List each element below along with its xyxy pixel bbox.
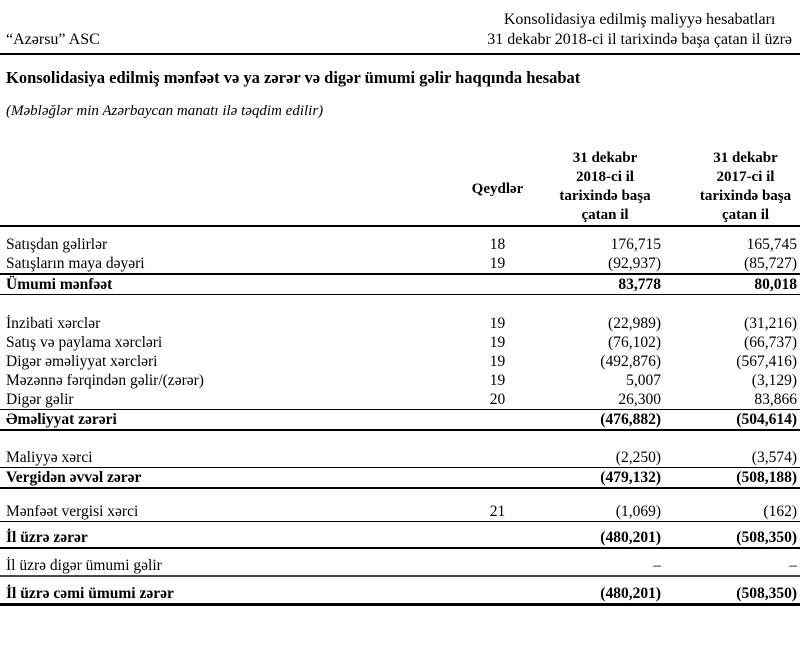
row-label: Əməliyyat zərəri: [6, 411, 117, 428]
row-value-2018: (1,069): [615, 503, 661, 520]
row-note: 20: [489, 391, 506, 408]
row-note: [450, 528, 545, 547]
period-2017-line2: 2017-ci il: [716, 169, 775, 185]
row-value-2018: (476,882): [600, 411, 661, 428]
table-row-total-comprehensive-loss: [0, 577, 800, 606]
report-reference-line1: Konsolidasiya edilmiş maliyyə hesabatları: [503, 11, 776, 28]
row-value-2018: (76,102): [608, 334, 661, 351]
table-row-admin-expenses: [0, 314, 800, 333]
period-2018-line3: tarixində başa: [559, 188, 651, 204]
row-note: [450, 275, 545, 294]
row-value-2017: (3,574): [751, 449, 797, 466]
page-header: [0, 0, 800, 50]
row-value-2017: 165,745: [746, 236, 797, 253]
row-note: [450, 448, 545, 467]
row-label: Vergidən əvvəl zərər: [6, 469, 142, 486]
period-2018-line4: çatan il: [581, 207, 629, 223]
row-label: Satışdan gəlirlər: [6, 236, 108, 253]
table-row-other-comprehensive-income: [0, 549, 800, 577]
row-label: Mənfəət vergisi xərci: [6, 503, 139, 520]
row-value-2017: (508,188): [736, 469, 797, 486]
table-row-gross-profit: [0, 275, 800, 295]
label-column-header: [0, 147, 450, 225]
table-row-loss-before-tax: [0, 468, 800, 489]
row-value-2017: (508,350): [736, 585, 797, 602]
row-value-2018: (92,937): [608, 255, 661, 272]
table-row-revenue: [0, 227, 800, 254]
table-row-other-income: [0, 390, 800, 410]
row-value-2018: (2,250): [615, 449, 661, 466]
row-value-2017: (567,416): [736, 353, 797, 370]
row-value-2017: 83,866: [754, 391, 797, 408]
row-note: 19: [489, 255, 506, 272]
period-2018-line2: 2018-ci il: [576, 169, 634, 185]
row-label: Digər gəlir: [6, 391, 74, 408]
row-note: 19: [489, 372, 506, 389]
row-label: Ümumi mənfəət: [6, 276, 113, 293]
row-value-2018: (22,989): [608, 315, 661, 332]
row-value-2018: 26,300: [618, 391, 661, 408]
company-name: “Azərsu” ASC: [6, 31, 100, 48]
period-2017-line1: 31 dekabr: [713, 150, 778, 166]
table-row-distribution-expenses: [0, 333, 800, 352]
table-row-other-operating-expenses: [0, 352, 800, 371]
row-label: Məzənnə fərqindən gəlir/(zərər): [6, 372, 204, 389]
table-row-exchange-gain-loss: [0, 371, 800, 390]
row-note: [450, 410, 545, 429]
currency-note: (Məbləğlər min Azərbaycan manatı ilə təqdim edilir): [6, 103, 324, 119]
row-value-2017: (85,727): [744, 255, 797, 272]
row-note: [450, 584, 545, 603]
period-2017-line4: çatan il: [721, 207, 770, 223]
period-2017-line3: tarixində başa: [699, 188, 792, 204]
period-2018-line1: 31 dekabr: [572, 150, 638, 166]
row-label: Satışların maya dəyəri: [6, 255, 145, 272]
row-label: İl üzrə cəmi ümumi zərər: [6, 585, 174, 602]
row-value-2018: 83,778: [618, 276, 661, 293]
table-row-loss-for-year: [0, 528, 800, 549]
row-value-2018: –: [653, 557, 661, 574]
table-row-income-tax-expense: [0, 502, 800, 522]
row-note: 19: [489, 353, 506, 370]
row-label: Maliyyə xərci: [6, 449, 93, 466]
header-rule: [0, 53, 800, 55]
row-value-2017: –: [789, 557, 797, 574]
row-value-2018: (480,201): [600, 529, 661, 546]
row-value-2018: (480,201): [600, 585, 661, 602]
statement-title: Konsolidasiya edilmiş mənfəət və ya zərər və digər ümumi gəlir haqqında hesabat: [6, 68, 581, 87]
period-2018-column-header: [545, 147, 665, 225]
row-value-2017: (3,129): [751, 372, 797, 389]
report-reference-line2: 31 dekabr 2018-ci il tarixində başa çatan il üzrə: [487, 31, 792, 48]
row-value-2018: 5,007: [626, 372, 661, 389]
row-value-2018: 176,715: [610, 236, 661, 253]
period-2017-column-header: [665, 147, 800, 225]
row-note: 19: [489, 315, 506, 332]
row-label: İl üzrə digər ümumi gəlir: [6, 557, 162, 574]
row-value-2017: (66,737): [744, 334, 797, 351]
row-spacer: [0, 295, 800, 314]
row-spacer: [0, 431, 800, 448]
row-note: [450, 468, 545, 487]
table-row-operating-loss: [0, 410, 800, 431]
row-label: Digər əməliyyat xərcləri: [6, 353, 158, 370]
table-row-finance-cost: [0, 448, 800, 468]
row-label: İl üzrə zərər: [6, 529, 88, 546]
row-value-2018: (492,876): [600, 353, 661, 370]
table-header-row: [0, 147, 800, 227]
row-note: 21: [489, 503, 506, 520]
income-statement-table: [0, 147, 800, 606]
row-note: 19: [489, 334, 506, 351]
row-value-2017: (162): [763, 503, 797, 520]
row-value-2017: (508,350): [736, 529, 797, 546]
row-spacer: [0, 489, 800, 502]
report-reference: [487, 10, 792, 50]
row-note: 18: [489, 236, 506, 253]
row-value-2017: (504,614): [736, 411, 797, 428]
row-note: [450, 556, 545, 575]
row-label: İnzibati xərclər: [6, 315, 101, 332]
row-label: Satış və paylama xərcləri: [6, 334, 163, 351]
row-value-2017: (31,216): [744, 315, 797, 332]
table-row-cost-of-sales: [0, 254, 800, 275]
notes-column-header: Qeydlər: [471, 181, 524, 197]
row-value-2017: 80,018: [754, 276, 797, 293]
row-value-2018: (479,132): [600, 469, 661, 486]
